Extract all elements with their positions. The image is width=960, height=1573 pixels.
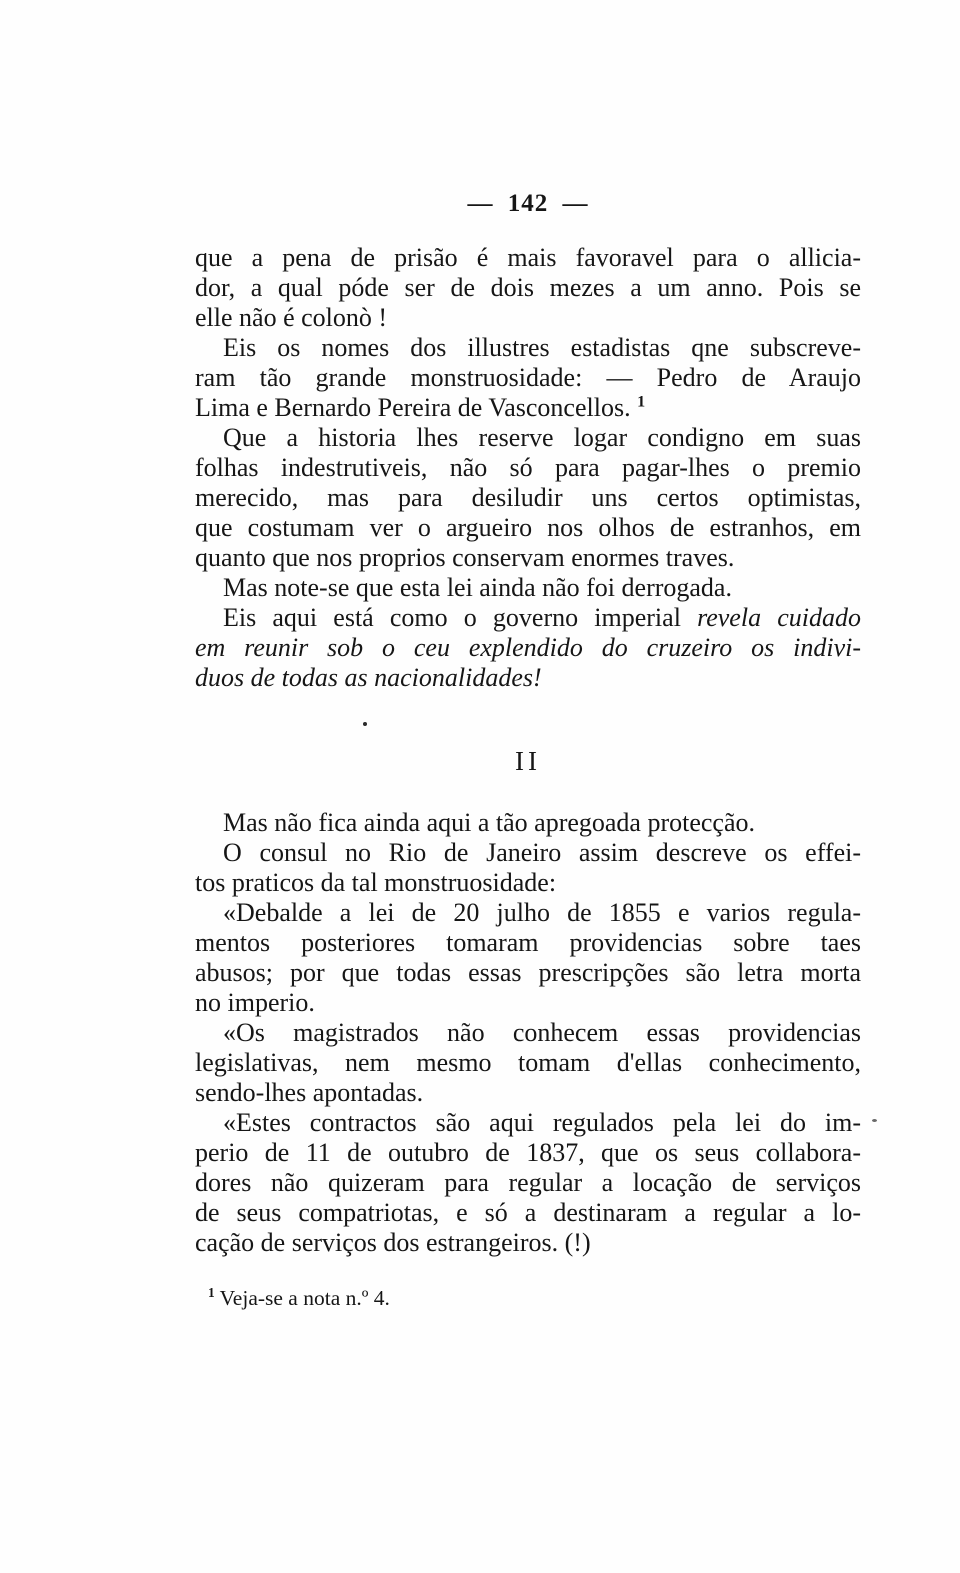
text-segment: merecido, mas para desiludir uns certos optimistas, — [195, 483, 861, 512]
text-line — [195, 663, 861, 693]
text-segment: Veja-se a nota n.º 4. — [214, 1286, 390, 1310]
text-segment: perio de 11 de outubro de 1837, que os seus collabora- — [195, 1138, 861, 1167]
text-line — [195, 1228, 861, 1258]
text-segment: mentos posteriores tomaram providencias sobre taes — [195, 928, 861, 957]
text-segment: folhas indestrutiveis, não só para pagar-lhes o premio — [195, 453, 861, 482]
text-line — [195, 1138, 861, 1168]
footnote-marker: 1 — [208, 1284, 215, 1300]
text-line — [195, 868, 861, 898]
text-line — [195, 958, 861, 988]
text-line — [195, 513, 861, 543]
text-line — [195, 333, 861, 363]
text-segment: legislativas, nem mesmo tomam d'ellas conhecimento, — [195, 1048, 861, 1077]
text-segment: «Os magistrados não conhecem essas providencias — [223, 1018, 861, 1047]
text-line — [195, 928, 861, 958]
text-segment: Mas note-se que esta lei ainda não foi derrogada. — [223, 573, 732, 602]
text-line — [195, 243, 861, 273]
text-line — [195, 483, 861, 513]
text-segment: de seus compatriotas, e só a destinaram a regular a lo- — [195, 1198, 861, 1227]
text-segment: «Estes contractos são aqui regulados pela lei do im- — [223, 1108, 861, 1137]
footnote-marker: 1 — [637, 393, 646, 411]
text-segment: «Debalde a lei de 20 julho de 1855 e varios regula- — [223, 898, 861, 927]
scan-speck — [872, 1119, 877, 1122]
text-line — [195, 1048, 861, 1078]
text-segment: revela cuidado — [697, 603, 861, 632]
text-segment: duos de todas as nacionalidades! — [195, 663, 542, 692]
text-line — [195, 988, 861, 1018]
text-line — [195, 423, 861, 453]
text-line — [195, 1168, 861, 1198]
text-segment: Que a historia lhes reserve logar condigno em suas — [223, 423, 861, 452]
text-line — [195, 273, 861, 303]
text-line — [195, 573, 861, 603]
text-block-1 — [195, 243, 861, 693]
text-segment: dores não quizeram para regular a locação de serviços — [195, 1168, 861, 1197]
text-segment: no imperio. — [195, 988, 315, 1017]
text-segment: quanto que nos proprios conservam enormes traves. — [195, 543, 735, 572]
text-line — [195, 1198, 861, 1228]
text-segment: ram tão grande monstruosidade: — Pedro de Araujo — [195, 363, 861, 392]
text-segment: em reunir sob o ceu explendido do cruzeiro os indivi- — [195, 633, 861, 662]
text-segment: cação de serviços dos estrangeiros. (!) — [195, 1228, 591, 1257]
text-line — [195, 453, 861, 483]
text-line — [195, 898, 861, 928]
separator-dot — [363, 722, 367, 726]
text-segment: Eis aqui está como o governo imperial — [223, 603, 698, 632]
text-segment: que costumam ver o argueiro nos olhos de estranhos, em — [195, 513, 861, 542]
text-line — [195, 393, 861, 423]
text-line — [195, 1078, 861, 1108]
text-line — [195, 303, 861, 333]
text-line — [195, 838, 861, 868]
text-line — [195, 1018, 861, 1048]
text-segment: O consul no Rio de Janeiro assim descreve os effei- — [223, 838, 861, 867]
text-segment: Mas não fica ainda aqui a tão apregoada protecção. — [223, 808, 756, 837]
text-line — [195, 1108, 861, 1138]
text-segment: Eis os nomes dos illustres estadistas qne subscreve- — [223, 333, 861, 362]
text-block-2 — [195, 808, 861, 1258]
text-segment: Lima e Bernardo Pereira de Vasconcellos. — [195, 393, 638, 422]
text-line — [195, 603, 861, 633]
page-number: — 142 — — [467, 190, 589, 217]
text-segment: dor, a qual póde ser de dois mezes a um anno. Pois se — [195, 273, 861, 302]
section-heading: II — [515, 746, 541, 776]
text-segment: que a pena de prisão é mais favoravel para o allicia- — [195, 243, 861, 272]
text-line — [195, 808, 861, 838]
text-line — [195, 633, 861, 663]
text-line — [195, 363, 861, 393]
text-segment: elle não é colonò ! — [195, 303, 388, 332]
text-line — [195, 543, 861, 573]
text-segment: sendo-lhes apontadas. — [195, 1078, 424, 1107]
footnote — [208, 1284, 390, 1312]
text-segment: tos praticos da tal monstruosidade: — [195, 868, 557, 897]
text-segment: abusos; por que todas essas prescripções são letra morta — [195, 958, 861, 987]
